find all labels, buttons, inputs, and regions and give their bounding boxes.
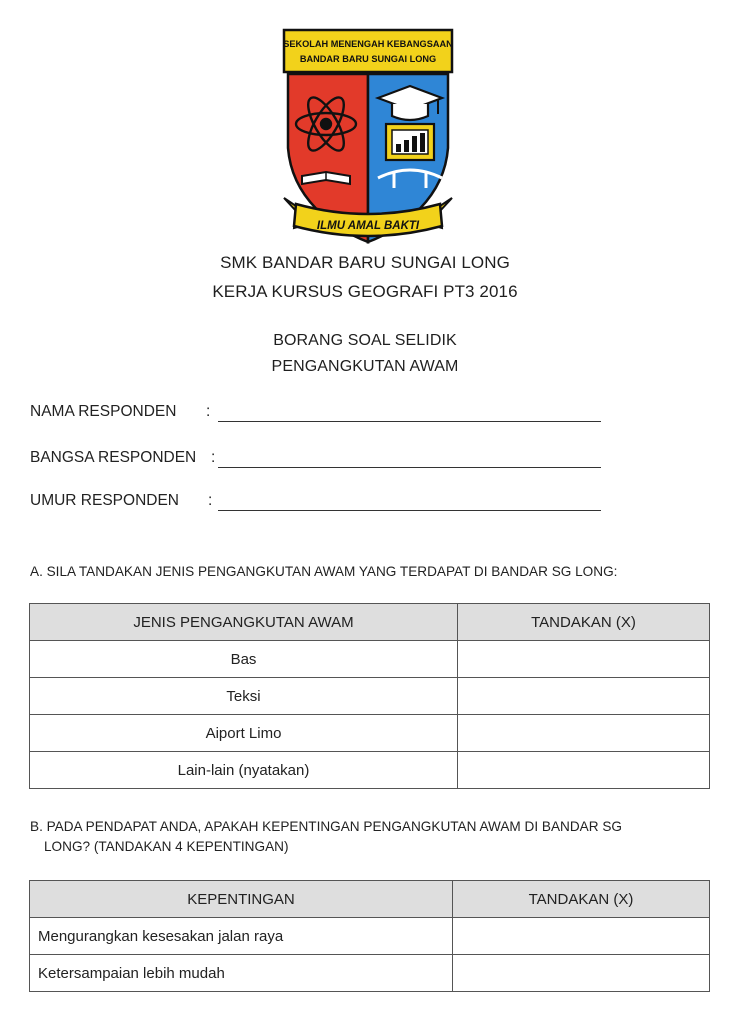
transport-option: Lain-lain (nyatakan) [30, 752, 458, 789]
crest-motto: ILMU AMAL BAKTI [316, 220, 420, 232]
respondent-age-row [30, 492, 213, 510]
respondent-age-label: UMUR RESPONDEN [30, 492, 179, 509]
mark-cell[interactable] [453, 918, 710, 955]
respondent-race-label: BANGSA RESPONDEN [30, 449, 197, 466]
course-title: KERJA KURSUS GEOGRAFI PT3 2016 [212, 282, 518, 301]
transport-option: Bas [30, 641, 458, 678]
section-b-question-line1: B. PADA PENDAPAT ANDA, APAKAH KEPENTINGAN PENGANGKUTAN AWAM DI BANDAR SG [30, 819, 622, 834]
col-mark: TANDAKAN (X) [458, 604, 710, 641]
transport-option: Teksi [30, 678, 458, 715]
mark-cell[interactable] [453, 955, 710, 992]
col-transport-type: JENIS PENGANGKUTAN AWAM [30, 604, 458, 641]
importance-option: Ketersampaian lebih mudah [30, 955, 453, 992]
mark-cell[interactable] [458, 752, 710, 789]
computer-chart-icon [386, 124, 434, 160]
col-mark: TANDAKAN (X) [453, 881, 710, 918]
respondent-name-field[interactable] [218, 421, 601, 422]
age-colon: : [208, 492, 213, 509]
transport-option: Aiport Limo [30, 715, 458, 752]
table-row [30, 715, 710, 752]
race-colon: : [211, 449, 216, 466]
importance-table [29, 880, 710, 992]
table-row [30, 641, 710, 678]
table-row [30, 678, 710, 715]
section-b-question-line2: LONG? (TANDAKAN 4 KEPENTINGAN) [44, 839, 289, 854]
table-row [30, 752, 710, 789]
respondent-name-row [30, 403, 211, 421]
form-subtitle: PENGANGKUTAN AWAM [271, 358, 459, 375]
mark-cell[interactable] [458, 641, 710, 678]
form-title: BORANG SOAL SELIDIK [273, 332, 457, 349]
table-header-row [30, 881, 710, 918]
section-b-question [30, 817, 622, 857]
table-row [30, 918, 710, 955]
respondent-race-row [30, 449, 216, 467]
crest-banner-line1: SEKOLAH MENENGAH KEBANGSAAN [283, 39, 453, 49]
section-a-question: A. SILA TANDAKAN JENIS PENGANGKUTAN AWAM YANG TERDAPAT DI BANDAR SG LONG: [30, 564, 618, 579]
importance-option: Mengurangkan kesesakan jalan raya [30, 918, 453, 955]
table-header-row [30, 604, 710, 641]
name-colon: : [206, 403, 211, 420]
col-importance: KEPENTINGAN [30, 881, 453, 918]
transport-type-table [29, 603, 710, 789]
respondent-race-field[interactable] [218, 467, 601, 468]
crest-banner-line2: BANDAR BARU SUNGAI LONG [299, 54, 437, 64]
respondent-age-field[interactable] [218, 510, 601, 511]
school-name: SMK BANDAR BARU SUNGAI LONG [220, 253, 510, 272]
school-crest-logo [282, 28, 454, 246]
mark-cell[interactable] [458, 678, 710, 715]
mark-cell[interactable] [458, 715, 710, 752]
table-row [30, 955, 710, 992]
respondent-name-label: NAMA RESPONDEN [30, 403, 177, 420]
